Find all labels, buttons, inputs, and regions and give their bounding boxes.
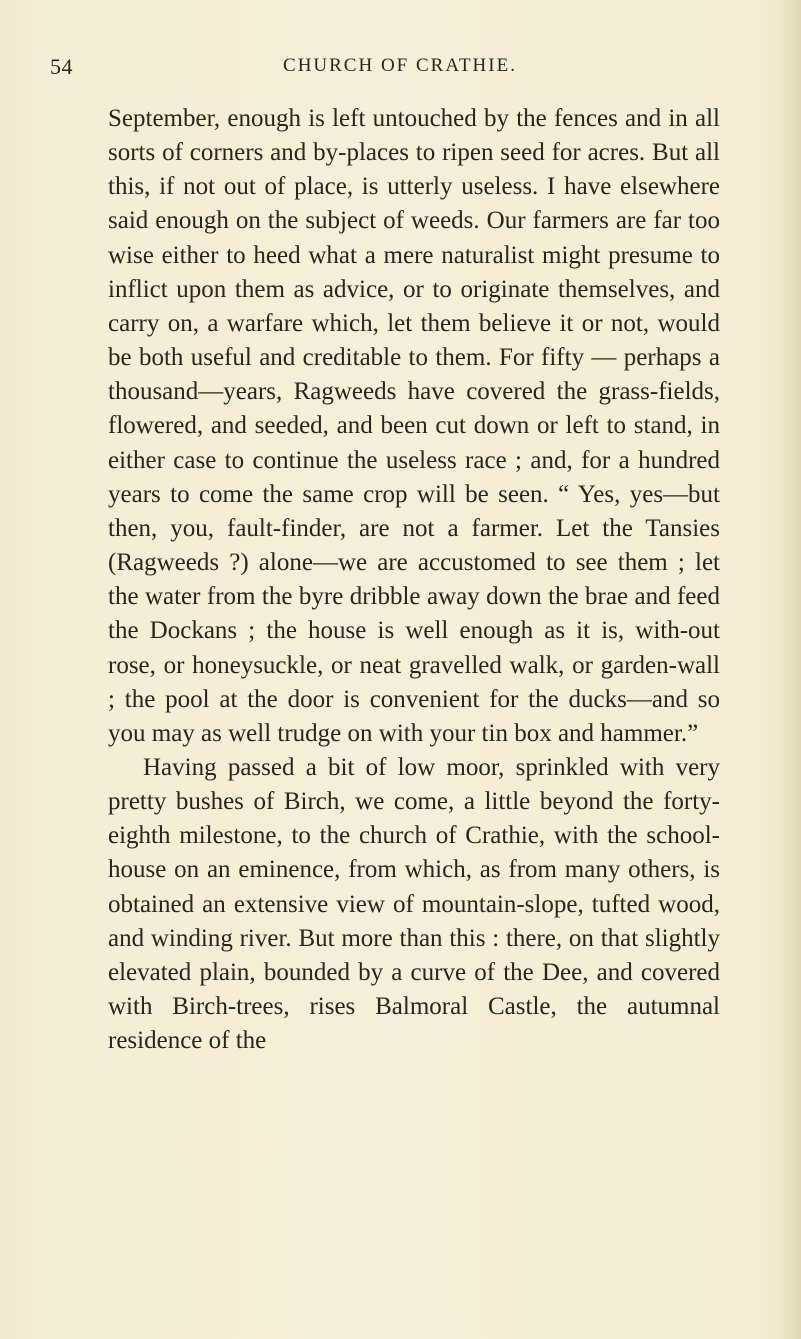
paragraph: September, enough is left untouched by the fences and in all sorts of corners and by-places to ripen seed for acres. But all this, if not out of place, is utterly useless. I have elsewhere said enough on the subject of weeds. Our farmers are far too wise either to heed what a mere naturalist might presume to inflict upon them as advice, or to originate themselves, and carry on, a warfare which, let them believe it or not, would be both useful and creditable to them. For fifty — perhaps a thousand—years, Ragweeds have covered the grass-fields, flowered, and seeded, and been cut down or left to stand, in either case to continue the useless race ; and, for a hundred years to come the same crop will be seen. “ Yes, yes—but then, you, fault-finder, are not a farmer. Let the Tansies (Ragweeds ?) alone—we are accustomed to see them ; let the water from the byre dribble away down the brae and feed the Dockans ; the house is well enough as it is, with-out rose, or honeysuckle, or neat gravelled walk, or garden-wall ; the pool at the door is convenient for the ducks—and so you may as well trudge on with your tin box and hammer.” — [108, 105, 720, 747]
paragraph: Having passed a bit of low moor, sprinkled with very pretty bushes of Birch, we come, a little beyond the forty-eighth milestone, to the church of Crathie, with the school-house on an eminence, from which, as from many others, is obtained an extensive view of mountain-slope, tufted wood, and winding river. But more than this : there, on that slightly elevated plain, bounded by a curve of the Dee, and covered with Birch-trees, rises Balmoral Castle, the autumnal residence of the — [108, 753, 720, 1055]
page-edge-shadow — [779, 0, 801, 1339]
body-text — [108, 102, 720, 1058]
running-head: CHURCH OF CRATHIE. — [283, 55, 517, 76]
page-number: 54 — [50, 54, 73, 79]
page-header — [50, 54, 750, 84]
